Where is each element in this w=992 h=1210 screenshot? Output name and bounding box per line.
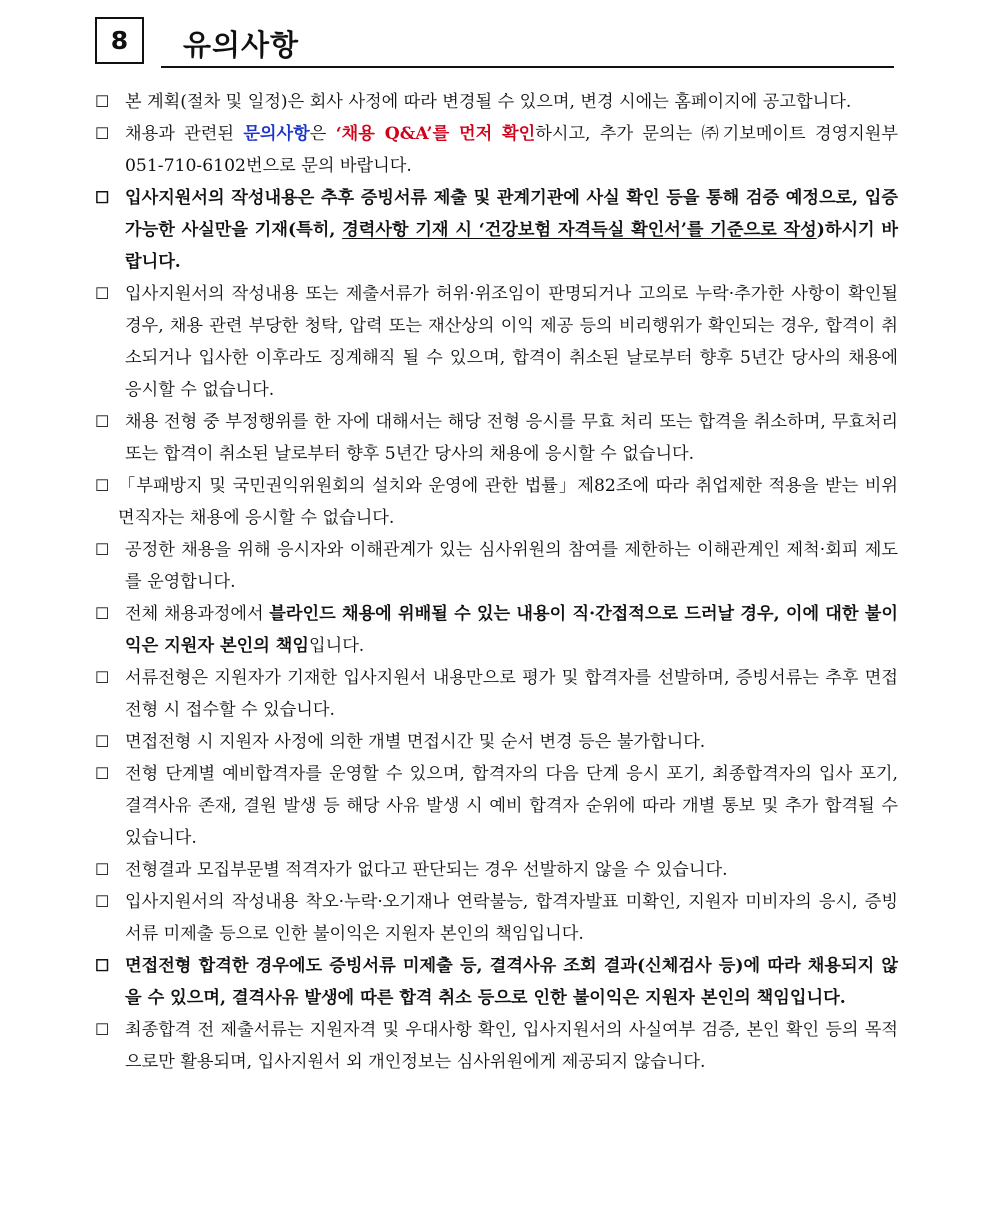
notice-text: 입사지원서의 작성내용 착오·누락·오기재나 연락불능, 합격자발표 미확인, 지원자 미비자의 응시, 증빙서류 미제출 등으로 인한 불이익은 지원자 본인의 책임입니다. <box>125 892 898 944</box>
inquiry-highlight: 문의사항 <box>243 124 310 144</box>
notice-text: 면접전형 합격한 경우에도 증빙서류 미제출 등, 결격사유 조회 결과(신체검사 등)에 따라 채용되지 않을 수 있으며, 결격사유 발생에 따른 합격 취소 등으로 인한 불이익은 지원자 본인의 책임입니다. <box>125 956 898 1008</box>
notice-item <box>95 470 898 534</box>
notice-text: 「부패방지 및 국민권익위원회의 설치와 운영에 관한 법률」제82조에 따라 취업제한 적용을 받는 비위면직자는 채용에 응시할 수 없습니다. <box>118 476 898 528</box>
notice-item <box>95 598 898 662</box>
notice-item <box>95 1014 898 1078</box>
notice-text: 서류전형은 지원자가 기재한 입사지원서 내용만으로 평가 및 합격자를 선발하며, 증빙서류는 추후 면접전형 시 접수할 수 있습니다. <box>125 668 898 720</box>
notice-text: 면접전형 시 지원자 사정에 의한 개별 면접시간 및 순서 변경 등은 불가합니다. <box>125 732 706 752</box>
checkbox-icon: ☐ <box>95 764 110 783</box>
checkbox-icon: ☐ <box>95 412 110 431</box>
notice-text: 전형 단계별 예비합격자를 운영할 수 있으며, 합격자의 다음 단계 응시 포기, 최종합격자의 입사 포기, 결격사유 존재, 결원 발생 등 해당 사유 발생 시 예비 합격자 순위에 따라 개별 통보 및 추가 합격될 수 있습니다. <box>125 764 898 848</box>
checkbox-icon: ☐ <box>95 956 110 975</box>
notice-item <box>95 726 898 758</box>
notice-text: )하시기 바랍니다. <box>125 220 899 272</box>
notice-text: 입사지원서의 작성내용은 추후 증빙서류 제출 및 관계기관에 사실 확인 등을 통해 검증 예정으로, 입증 가능한 사실만을 기재(특히, <box>125 188 898 240</box>
underlined-text: 경력사항 기재 시 ‘건강보험 자격득실 확인서’를 기준으로 작성 <box>342 220 817 240</box>
section-title: 유의사항 <box>183 28 300 62</box>
section-number: 8 <box>95 17 144 64</box>
notice-text: 최종합격 전 제출서류는 지원자격 및 우대사항 확인, 입사지원서의 사실여부 검증, 본인 확인 등의 목적으로만 활용되며, 입사지원서 외 개인정보는 심사위원에게 제공되지 않습니다. <box>125 1020 898 1072</box>
checkbox-icon: ☐ <box>95 668 110 687</box>
title-underline <box>161 66 894 68</box>
checkbox-icon: ☐ <box>95 476 110 495</box>
checkbox-icon: ☐ <box>95 540 110 559</box>
notice-text: 채용과 관련된 <box>125 124 244 144</box>
notice-item <box>95 662 898 726</box>
checkbox-icon: ☐ <box>95 732 110 751</box>
checkbox-icon: ☐ <box>95 1020 110 1039</box>
notice-item <box>95 118 898 182</box>
checkbox-icon: ☐ <box>95 124 110 143</box>
notice-text: 전체 채용과정에서 <box>125 604 270 624</box>
checkbox-icon: ☐ <box>95 188 110 207</box>
notice-item <box>95 854 898 886</box>
notice-item <box>95 278 898 406</box>
notice-item <box>95 182 898 278</box>
checkbox-icon: ☐ <box>95 604 110 623</box>
notice-item <box>95 86 898 118</box>
notice-item <box>95 406 898 470</box>
notice-list <box>95 86 898 1078</box>
notice-item <box>95 950 898 1014</box>
notice-item <box>95 758 898 854</box>
section-header <box>95 17 895 69</box>
notice-text: 채용 전형 중 부정행위를 한 자에 대해서는 해당 전형 응시를 무효 처리 또는 합격을 취소하며, 무효처리 또는 합격이 취소된 날로부터 향후 5년간 당사의 채용에 응시할 수 없습니다. <box>125 412 898 464</box>
notice-text: 하시고, 추가 문의는 ㈜기보메이트 경영지원부 051-710-6102번으로 문의 바랍니다. <box>125 124 898 176</box>
notice-text: 본 계획(절차 및 일정)은 회사 사정에 따라 변경될 수 있으며, 변경 시에는 홈페이지에 공고합니다. <box>125 92 852 112</box>
bold-text: 블라인드 채용에 위배될 수 있는 내용이 직·간접적으로 드러날 경우, 이에 대한 불이익은 지원자 본인의 책임 <box>125 604 898 656</box>
notice-text: 은 <box>309 124 336 144</box>
checkbox-icon: ☐ <box>95 892 110 911</box>
notice-text: 입니다. <box>308 636 365 656</box>
notice-item <box>95 534 898 598</box>
notice-text: 입사지원서의 작성내용 또는 제출서류가 허위·위조임이 판명되거나 고의로 누락·추가한 사항이 확인될 경우, 채용 관련 부당한 청탁, 압력 또는 재산상의 이익 제공 등의 비리행위가 확인되는 경우, 합격이 취소되거나 입사한 이후라도 징계해직 될 수 있으며, 합격이 취소된 날로부터 향후 5년간 당사의 채용에 응시할 수 없습니다. <box>125 284 898 400</box>
notice-text: 공정한 채용을 위해 응시자와 이해관계가 있는 심사위원의 참여를 제한하는 이해관계인 제척·회피 제도를 운영합니다. <box>125 540 898 592</box>
checkbox-icon: ☐ <box>95 92 110 111</box>
qa-highlight: ‘채용 Q&A’를 먼저 확인 <box>335 124 536 144</box>
checkbox-icon: ☐ <box>95 284 110 303</box>
notice-text: 전형결과 모집부문별 적격자가 없다고 판단되는 경우 선발하지 않을 수 있습니다. <box>125 860 728 880</box>
checkbox-icon: ☐ <box>95 860 110 879</box>
notice-item <box>95 886 898 950</box>
